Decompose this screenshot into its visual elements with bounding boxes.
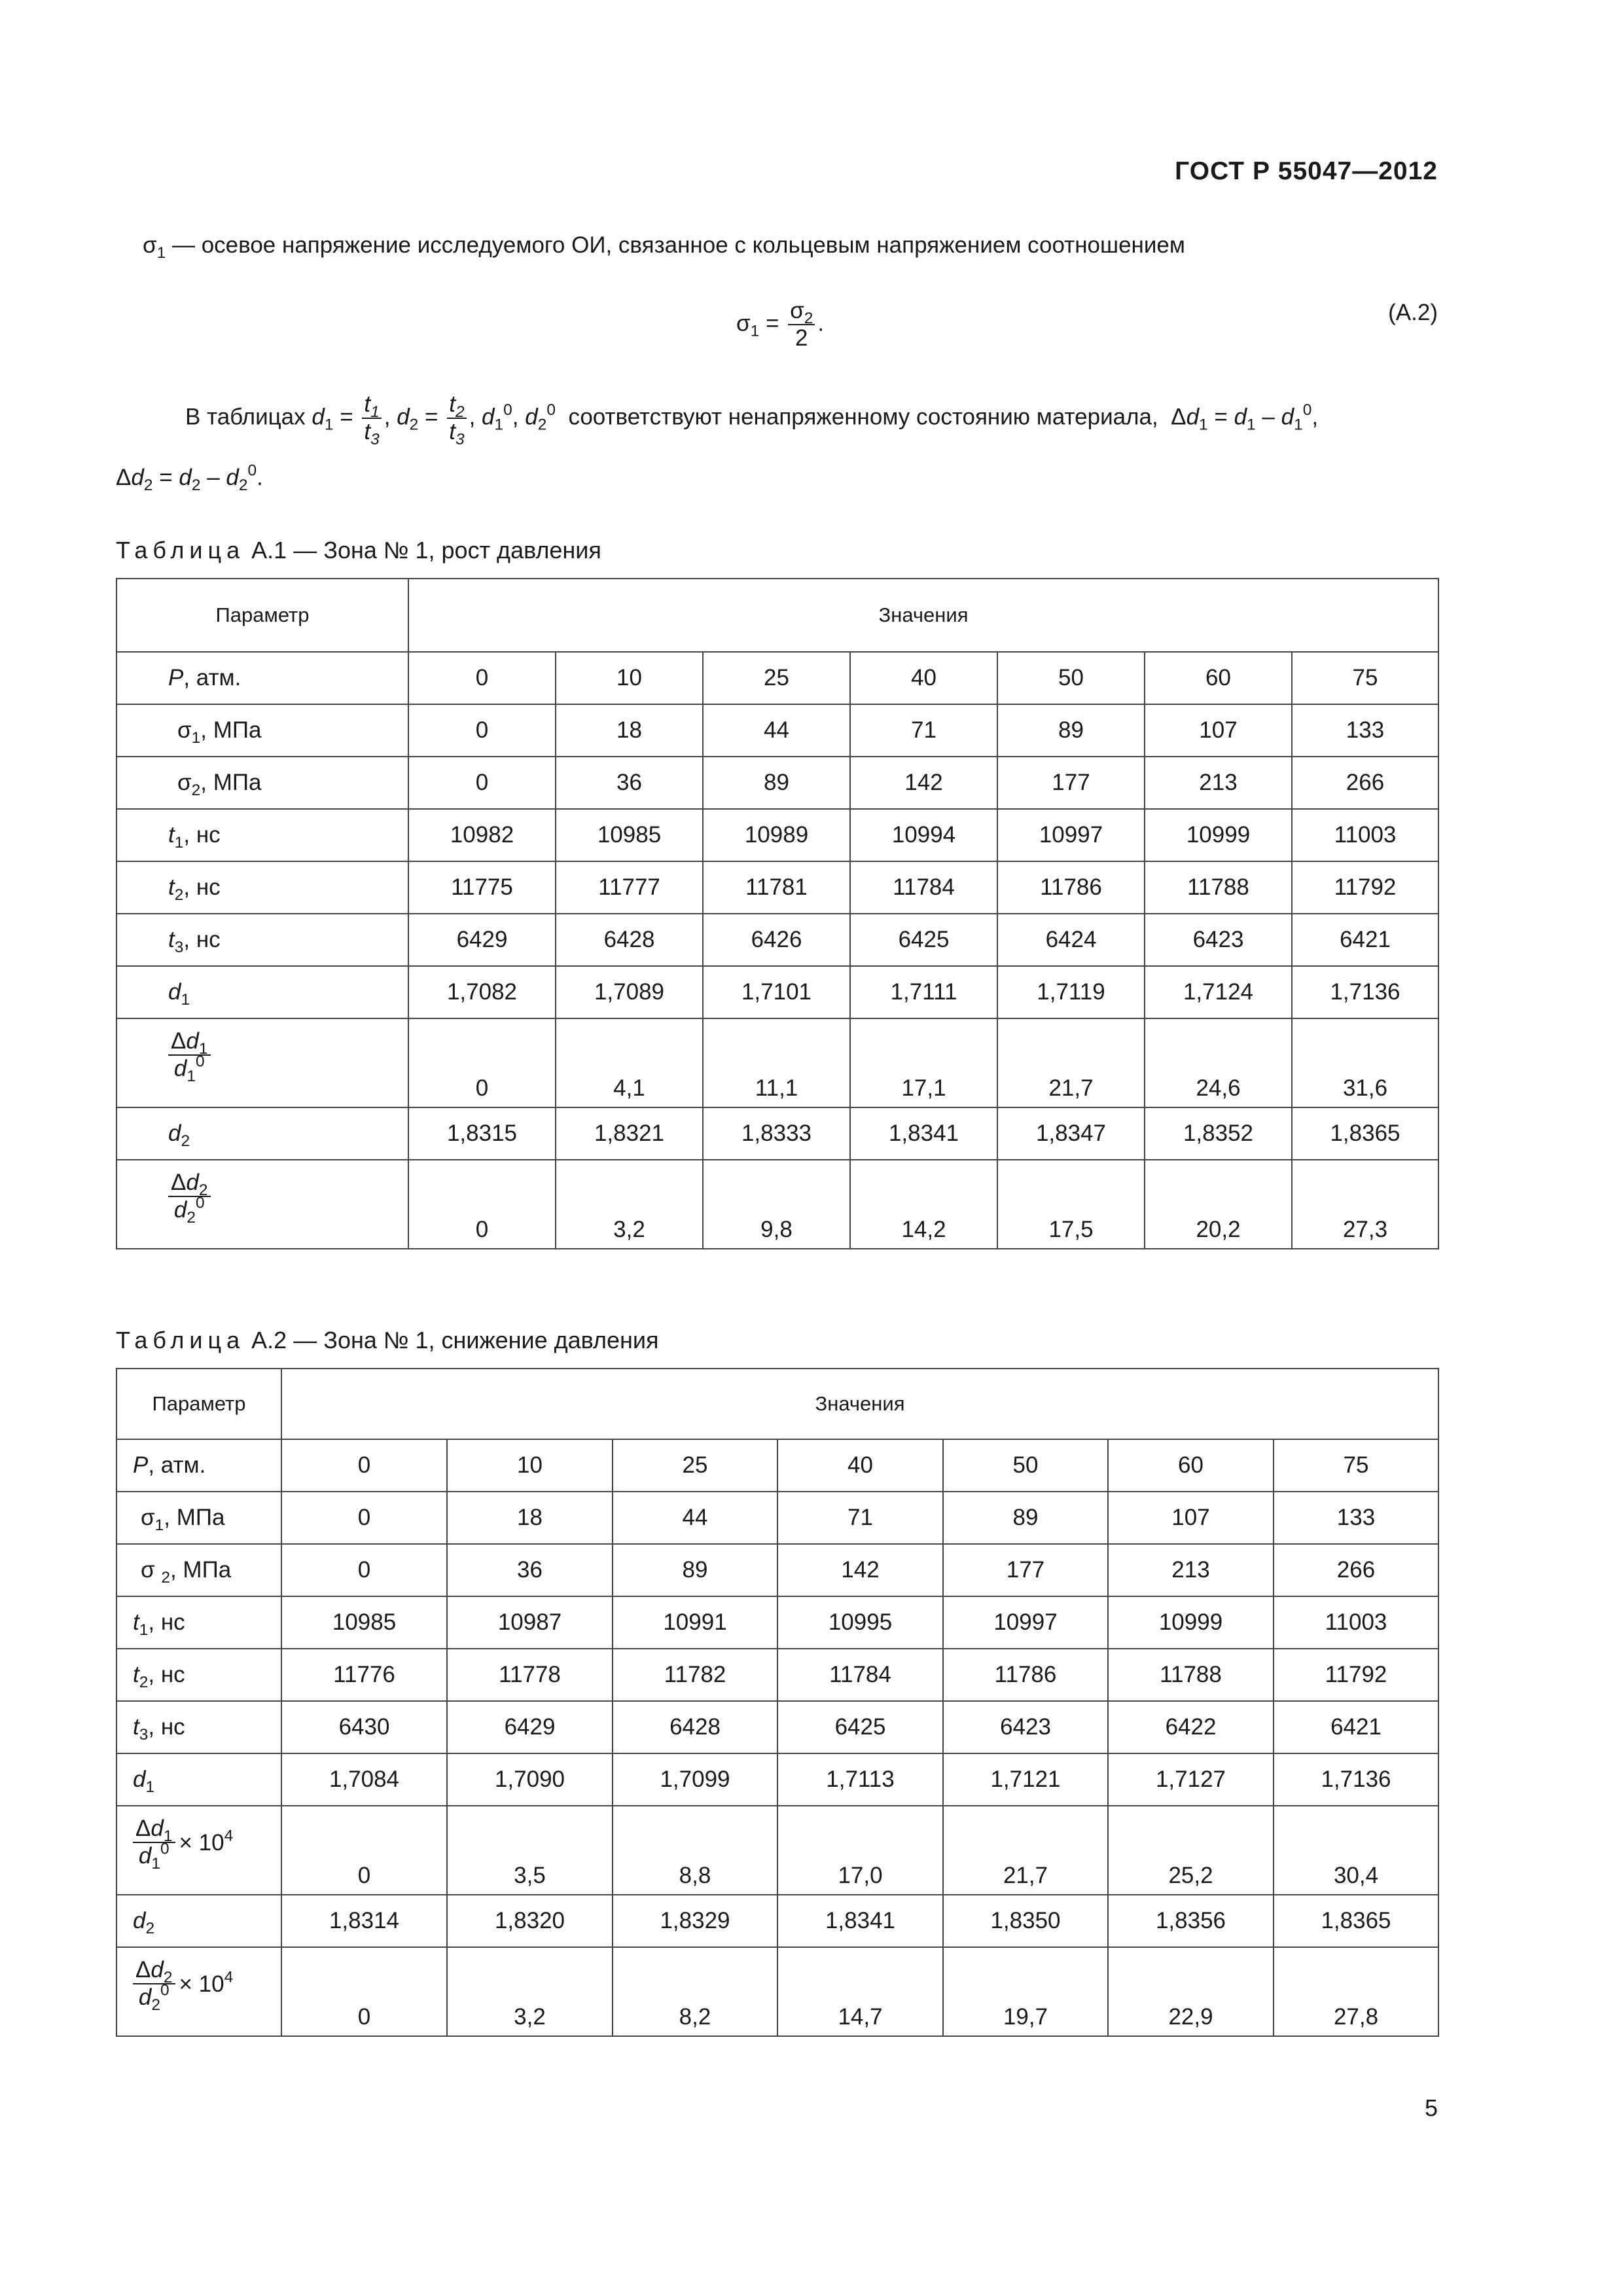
- param-t2: $t_2$, нс: [116, 1649, 281, 1701]
- table-header-row: [116, 1369, 1438, 1439]
- cell: 1,8321: [556, 1107, 703, 1160]
- cell: 133: [1292, 704, 1438, 757]
- delta-d2-definition: $\Delta d_2 = d_2 - d_2^0$.: [116, 461, 263, 494]
- cell: 11784: [777, 1649, 943, 1701]
- formula-a2: $\sigma_1$ = $\frac{\sigma_2}{2}$ .: [736, 298, 825, 351]
- cell: 6423: [1145, 914, 1292, 966]
- table-row: [116, 1753, 1438, 1806]
- document-code: ГОСТ Р 55047—2012: [1175, 157, 1438, 185]
- param-d2: $d_2$: [116, 1895, 281, 1947]
- param-d2: $d_2$: [116, 1107, 408, 1160]
- cell: 50: [943, 1439, 1108, 1492]
- cell: 27,3: [1292, 1160, 1438, 1249]
- cell: 6421: [1274, 1701, 1438, 1753]
- cell: 8,2: [613, 1947, 777, 2036]
- cell: 133: [1274, 1492, 1438, 1544]
- cell: 4,1: [556, 1018, 703, 1107]
- table1-caption: [116, 537, 601, 564]
- cell: 0: [281, 1439, 447, 1492]
- cell: 1,8347: [997, 1107, 1145, 1160]
- cell: 11777: [556, 861, 703, 914]
- table2-caption-text: А.2 — Зона № 1, снижение давления: [251, 1327, 659, 1354]
- table-row: [116, 1439, 1438, 1492]
- cell: 1,8341: [850, 1107, 997, 1160]
- table-a1: [116, 578, 1439, 1249]
- cell: 6429: [408, 914, 556, 966]
- cell: 10997: [997, 809, 1145, 861]
- cell: 1,8365: [1292, 1107, 1438, 1160]
- cell: 1,8350: [943, 1895, 1108, 1947]
- cell: 10985: [556, 809, 703, 861]
- cell: 11786: [997, 861, 1145, 914]
- cell: 6424: [997, 914, 1145, 966]
- cell: 107: [1108, 1492, 1274, 1544]
- cell: 0: [281, 1492, 447, 1544]
- header-values: Значения: [281, 1369, 1438, 1439]
- cell: 6425: [777, 1701, 943, 1753]
- cell: 10989: [703, 809, 850, 861]
- cell: 142: [850, 757, 997, 809]
- cell: 11,1: [703, 1018, 850, 1107]
- table-row: [116, 1492, 1438, 1544]
- param-delta-d2-ratio: $\frac{\Delta d_2}{d_2^0}$ × $10^4$: [116, 1947, 281, 2036]
- cell: 3,5: [447, 1806, 613, 1895]
- cell: 40: [777, 1439, 943, 1492]
- cell: 60: [1108, 1439, 1274, 1492]
- cell: 107: [1145, 704, 1292, 757]
- cell: 14,2: [850, 1160, 997, 1249]
- sigma-definition-text: — осевое напряжение исследуемого ОИ, связанное с кольцевым напряжением соотношением: [171, 232, 1185, 258]
- cell: 6428: [556, 914, 703, 966]
- cell: 1,7119: [997, 966, 1145, 1018]
- table-row: [116, 1895, 1438, 1947]
- cell: 11788: [1108, 1649, 1274, 1701]
- cell: 27,8: [1274, 1947, 1438, 2036]
- cell: 3,2: [556, 1160, 703, 1249]
- cell: 0: [281, 1544, 447, 1596]
- cell: 25,2: [1108, 1806, 1274, 1895]
- table-row: [116, 757, 1438, 809]
- cell: 10999: [1108, 1596, 1274, 1649]
- param-t1: $t_1$, нс: [116, 1596, 281, 1649]
- table-row: [116, 1806, 1438, 1895]
- tables-explanation: В таблицах $d_1$ = $\frac{t_1}{t_3}$ , $d_2$ = $\frac{t_2}{t_3}$ , $d_1^0$, $d_2^0$ соответствуют ненапряженному состоянию материала, $\Delta d_1 = d_1 - d_1^0$,: [185, 391, 1319, 449]
- cell: 0: [281, 1947, 447, 2036]
- cell: 6428: [613, 1701, 777, 1753]
- cell: 11003: [1274, 1596, 1438, 1649]
- cell: 17,0: [777, 1806, 943, 1895]
- sigma-definition: [143, 232, 1185, 262]
- cell: 14,7: [777, 1947, 943, 2036]
- table-row: [116, 966, 1438, 1018]
- cell: 10995: [777, 1596, 943, 1649]
- cell: 0: [408, 704, 556, 757]
- param-delta-d1-ratio: $\frac{\Delta d_1}{d_1^0}$: [116, 1018, 408, 1107]
- sigma1-symbol: $\sigma_1$: [143, 232, 166, 262]
- cell: 142: [777, 1544, 943, 1596]
- param-sigma1: $\sigma_1$, МПа: [116, 1492, 281, 1544]
- cell: 6421: [1292, 914, 1438, 966]
- table-row: [116, 1018, 1438, 1107]
- cell: 6430: [281, 1701, 447, 1753]
- cell: 10: [556, 652, 703, 704]
- param-t2: $t_2$, нс: [116, 861, 408, 914]
- formula-label: (А.2): [1388, 300, 1438, 325]
- cell: 10999: [1145, 809, 1292, 861]
- param-t1: $t_1$, нс: [116, 809, 408, 861]
- cell: 11776: [281, 1649, 447, 1701]
- table-row: [116, 704, 1438, 757]
- param-delta-d2-ratio: $\frac{\Delta d_2}{d_2^0}$: [116, 1160, 408, 1249]
- cell: 1,8320: [447, 1895, 613, 1947]
- cell: 50: [997, 652, 1145, 704]
- page-number: 5: [1424, 2094, 1438, 2121]
- cell: 71: [850, 704, 997, 757]
- cell: 1,7136: [1274, 1753, 1438, 1806]
- table-row: [116, 809, 1438, 861]
- cell: 1,7111: [850, 966, 997, 1018]
- cell: 11778: [447, 1649, 613, 1701]
- cell: 1,8352: [1145, 1107, 1292, 1160]
- cell: 0: [408, 757, 556, 809]
- cell: 11003: [1292, 809, 1438, 861]
- table-a2: [116, 1368, 1439, 2037]
- cell: 11786: [943, 1649, 1108, 1701]
- param-t3: $t_3$, нс: [116, 914, 408, 966]
- table1-caption-word: Таблица: [116, 537, 245, 564]
- cell: 24,6: [1145, 1018, 1292, 1107]
- table-header-row: [116, 579, 1438, 652]
- cell: 0: [408, 652, 556, 704]
- cell: 177: [943, 1544, 1108, 1596]
- cell: 6425: [850, 914, 997, 966]
- cell: 25: [703, 652, 850, 704]
- cell: 1,7084: [281, 1753, 447, 1806]
- cell: 0: [408, 1018, 556, 1107]
- cell: 11775: [408, 861, 556, 914]
- param-t3: $t_3$, нс: [116, 1701, 281, 1753]
- tables-prefix: В таблицах: [185, 404, 306, 430]
- cell: 9,8: [703, 1160, 850, 1249]
- param-p: P, атм.: [116, 652, 408, 704]
- cell: 3,2: [447, 1947, 613, 2036]
- cell: 266: [1292, 757, 1438, 809]
- cell: 213: [1145, 757, 1292, 809]
- cell: 6429: [447, 1701, 613, 1753]
- cell: 25: [613, 1439, 777, 1492]
- cell: 75: [1292, 652, 1438, 704]
- cell: 1,8329: [613, 1895, 777, 1947]
- tables-text: соответствуют ненапряженному состоянию материала,: [568, 404, 1158, 430]
- header-param: Параметр: [116, 579, 408, 652]
- cell: 17,5: [997, 1160, 1145, 1249]
- cell: 20,2: [1145, 1160, 1292, 1249]
- cell: 1,8341: [777, 1895, 943, 1947]
- table-row: [116, 652, 1438, 704]
- cell: 36: [556, 757, 703, 809]
- cell: 11792: [1292, 861, 1438, 914]
- param-sigma1: $\sigma_1$, МПа: [116, 704, 408, 757]
- table1-caption-text: А.1 — Зона № 1, рост давления: [251, 537, 601, 564]
- param-d1: $d_1$: [116, 1753, 281, 1806]
- param-d1: $d_1$: [116, 966, 408, 1018]
- cell: 89: [997, 704, 1145, 757]
- cell: 11781: [703, 861, 850, 914]
- table-row: [116, 1544, 1438, 1596]
- table-row: [116, 1649, 1438, 1701]
- table-row: [116, 1107, 1438, 1160]
- cell: 36: [447, 1544, 613, 1596]
- cell: 213: [1108, 1544, 1274, 1596]
- cell: 1,7127: [1108, 1753, 1274, 1806]
- cell: 1,8314: [281, 1895, 447, 1947]
- cell: 18: [556, 704, 703, 757]
- cell: 40: [850, 652, 997, 704]
- param-p: P, атм.: [116, 1439, 281, 1492]
- cell: 44: [703, 704, 850, 757]
- cell: 22,9: [1108, 1947, 1274, 2036]
- cell: 1,8315: [408, 1107, 556, 1160]
- cell: 6423: [943, 1701, 1108, 1753]
- cell: 31,6: [1292, 1018, 1438, 1107]
- cell: 1,8365: [1274, 1895, 1438, 1947]
- cell: 6422: [1108, 1701, 1274, 1753]
- cell: 11788: [1145, 861, 1292, 914]
- cell: 1,7090: [447, 1753, 613, 1806]
- cell: 60: [1145, 652, 1292, 704]
- cell: 1,7099: [613, 1753, 777, 1806]
- cell: 11782: [613, 1649, 777, 1701]
- cell: 89: [703, 757, 850, 809]
- cell: 21,7: [997, 1018, 1145, 1107]
- cell: 266: [1274, 1544, 1438, 1596]
- cell: 11784: [850, 861, 997, 914]
- cell: 10987: [447, 1596, 613, 1649]
- cell: 1,7124: [1145, 966, 1292, 1018]
- table2-caption-word: Таблица: [116, 1327, 245, 1354]
- cell: 10: [447, 1439, 613, 1492]
- cell: 17,1: [850, 1018, 997, 1107]
- cell: 10997: [943, 1596, 1108, 1649]
- cell: 1,8333: [703, 1107, 850, 1160]
- cell: 8,8: [613, 1806, 777, 1895]
- cell: 10994: [850, 809, 997, 861]
- table-row: [116, 914, 1438, 966]
- param-sigma2: $\sigma_2$, МПа: [116, 757, 408, 809]
- table-row: [116, 861, 1438, 914]
- table-row: [116, 1947, 1438, 2036]
- cell: 71: [777, 1492, 943, 1544]
- cell: 18: [447, 1492, 613, 1544]
- cell: 10991: [613, 1596, 777, 1649]
- cell: 89: [613, 1544, 777, 1596]
- cell: 21,7: [943, 1806, 1108, 1895]
- cell: 1,7113: [777, 1753, 943, 1806]
- table-row: [116, 1701, 1438, 1753]
- cell: 44: [613, 1492, 777, 1544]
- table-row: [116, 1160, 1438, 1249]
- cell: 6426: [703, 914, 850, 966]
- cell: 1,7121: [943, 1753, 1108, 1806]
- cell: 75: [1274, 1439, 1438, 1492]
- cell: 177: [997, 757, 1145, 809]
- cell: 1,7101: [703, 966, 850, 1018]
- param-delta-d1-ratio: $\frac{\Delta d_1}{d_1^0}$ × $10^4$: [116, 1806, 281, 1895]
- cell: 89: [943, 1492, 1108, 1544]
- cell: 19,7: [943, 1947, 1108, 2036]
- cell: 10985: [281, 1596, 447, 1649]
- cell: 11792: [1274, 1649, 1438, 1701]
- cell: 30,4: [1274, 1806, 1438, 1895]
- table2-caption: [116, 1327, 658, 1354]
- header-param: Параметр: [116, 1369, 281, 1439]
- cell: 0: [281, 1806, 447, 1895]
- cell: 1,7089: [556, 966, 703, 1018]
- cell: 1,7082: [408, 966, 556, 1018]
- header-values: Значения: [408, 579, 1438, 652]
- cell: 1,7136: [1292, 966, 1438, 1018]
- cell: 0: [408, 1160, 556, 1249]
- table-row: [116, 1596, 1438, 1649]
- param-sigma2: σ $_2$, МПа: [116, 1544, 281, 1596]
- cell: 1,8356: [1108, 1895, 1274, 1947]
- cell: 10982: [408, 809, 556, 861]
